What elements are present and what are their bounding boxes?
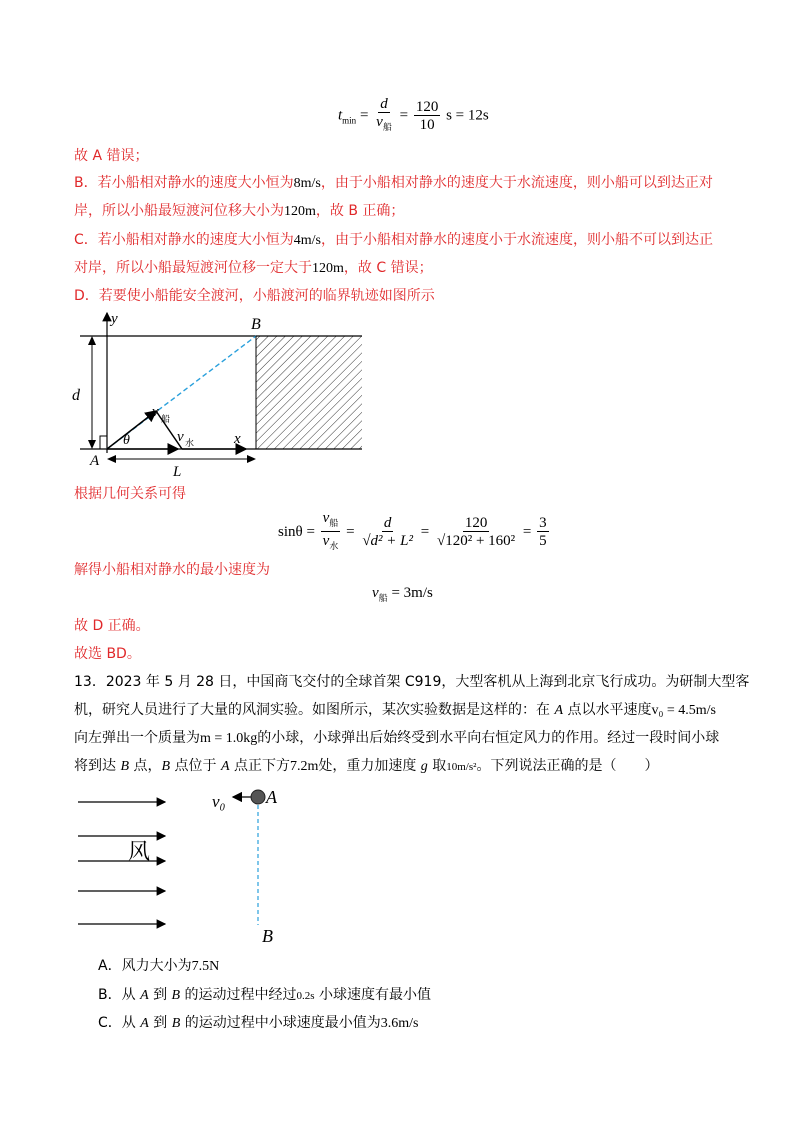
value: m = 1.0kg: [200, 731, 258, 746]
label-theta: θ: [123, 433, 130, 448]
label-d: d: [72, 387, 80, 404]
option-c-analysis-line1: [74, 230, 713, 251]
fraction-d-v: [374, 96, 394, 136]
label-v-water-sub: 水: [185, 438, 195, 448]
v-ship-arrow: [107, 411, 156, 449]
option-b-analysis-line1: [74, 173, 713, 194]
text: B．从: [98, 987, 141, 1003]
label-y: y: [111, 311, 118, 327]
hatched-region: [256, 336, 362, 449]
ball: [251, 790, 265, 804]
text: 到: [148, 987, 172, 1003]
question-13-line4: [74, 756, 658, 777]
value: v₀ = 4.5m/s: [651, 703, 716, 718]
equation-sin-theta: sinθ = $\frac{v_船}{v_水}$ = $\frac{d}{\text{√d² + L²}}$ = $\frac{120}{\text{√120² + 160²}}$ = $\frac{3}{5}$: [278, 510, 551, 555]
text: 到: [148, 1015, 172, 1031]
frac-den-sub: 船: [382, 122, 392, 132]
point-B: B: [120, 759, 130, 774]
frac-num: d: [380, 96, 388, 112]
eq-unit: s: [446, 107, 452, 124]
frac-den: √120² + 160²: [436, 533, 516, 549]
label-v-water: v: [177, 429, 184, 445]
label-A: A: [266, 787, 277, 807]
text: 机，研究人员进行了大量的风洞实验。如图所示，某次实验数据是这样的：在: [74, 702, 555, 718]
frac-den: 10: [419, 116, 435, 133]
solve-line: 解得小船相对静水的最小速度为: [74, 562, 270, 578]
eq-var: t: [338, 107, 343, 124]
v-var: v: [152, 404, 159, 420]
option-c-analysis-line2: [74, 258, 433, 279]
fraction-3-5: [537, 515, 549, 550]
frac-den-sub: 水: [329, 541, 339, 551]
option-a[interactable]: [98, 956, 219, 977]
text: 将到达: [74, 758, 121, 774]
text: ，故 C 错误；: [343, 260, 433, 276]
L-arrow-right: [247, 455, 256, 463]
equation-tmin: $t_{min}$ = $\frac{d}{v_船}$ = $\frac{120}{10}$ s = 12s: [338, 96, 489, 136]
text: 点位于: [170, 758, 221, 774]
var-g: g: [420, 759, 428, 774]
equation-vmin: [372, 585, 433, 604]
value: 7.2m: [289, 759, 319, 774]
text: 的运动过程中经过: [180, 987, 297, 1003]
point-A: A: [140, 988, 149, 1003]
frac-den-var: v: [322, 533, 330, 549]
label-v-ship-sub: 船: [161, 414, 171, 424]
text: 岸，所以小船最短渡河位移大小为: [74, 203, 284, 219]
text: 小球速度有最小值: [314, 987, 432, 1003]
fraction-d-sqrt: [360, 515, 415, 550]
value: 3.6m/s: [380, 1016, 419, 1031]
value: 8m/s: [293, 176, 321, 191]
frac-num: 120: [464, 515, 488, 531]
river-crossing-diagram: [70, 305, 370, 480]
label-B: B: [251, 316, 261, 333]
frac-num: 3: [539, 515, 547, 531]
wind-tunnel-diagram: [70, 785, 290, 950]
fraction-120-sqrt: [435, 515, 517, 550]
label-wind: 风: [128, 839, 151, 864]
value: 7.5N: [191, 959, 220, 974]
text: 点，: [129, 758, 162, 774]
d-correct-line: 故 D 正确。: [74, 618, 150, 634]
value: 0.2s: [296, 990, 315, 1002]
eq-sub: min: [342, 115, 357, 126]
text: ，故 B 正确；: [315, 203, 405, 219]
d-arrow-top: [88, 336, 96, 345]
eq-var: v: [372, 585, 379, 601]
point-A: A: [220, 759, 230, 774]
text: A．风力大小为: [98, 958, 192, 974]
eq-lhs: sinθ =: [278, 523, 315, 540]
geometry-line: 根据几何关系可得: [74, 486, 186, 502]
right-angle-mark: [100, 436, 107, 449]
question-13-line1: 13．2023 年 5 月 28 日，中国商飞交付的全球首架 C919，大型客机从上海到北京飞行成功。为研制大型客: [74, 674, 750, 690]
text: 的小球，小球弹出后始终受到水平向右恒定风力的作用。经过一段时间小球: [257, 730, 720, 746]
value: 4m/s: [293, 233, 322, 248]
label-x: x: [234, 431, 241, 447]
label-v-ship: [152, 404, 159, 420]
frac-den-var: v: [376, 114, 383, 130]
L-arrow-left: [107, 455, 116, 463]
label-L: L: [173, 464, 182, 480]
text: ，由于小船相对静水的速度小于水流速度，则小船不可以到达正: [321, 232, 714, 248]
option-b[interactable]: [98, 985, 431, 1006]
frac-num: 120: [415, 98, 439, 115]
text: 对岸，所以小船最短渡河位移一定大于: [74, 260, 312, 276]
option-b-analysis-line2: [74, 201, 404, 222]
frac-den: √d² + L²: [362, 533, 414, 549]
eq-rhs: = 3m/s: [391, 585, 433, 601]
value: 10m/s²: [446, 761, 477, 773]
text: C．若小船相对静水的速度大小恒为: [74, 232, 294, 248]
point-A: A: [554, 703, 564, 718]
text: 向左弹出一个质量为: [74, 730, 200, 746]
text: C．从: [98, 1015, 141, 1031]
point-B: B: [161, 759, 171, 774]
option-c[interactable]: [98, 1013, 418, 1034]
question-13-line3: [74, 728, 719, 749]
eq-sub: 船: [378, 593, 388, 603]
fraction-120-10: [414, 99, 441, 134]
eq-result: 12s: [467, 107, 489, 124]
value: 120m: [284, 204, 316, 219]
frac-num: d: [383, 515, 392, 531]
a-wrong-line: 故 A 错误；: [74, 148, 149, 164]
d-arrow-bottom: [88, 440, 96, 449]
text: 点正下方: [229, 758, 290, 774]
point-A: A: [140, 1016, 149, 1031]
value: 120m: [312, 261, 344, 276]
label-B: B: [262, 926, 273, 946]
point-B: B: [171, 988, 181, 1003]
text: B．若小船相对静水的速度大小恒为: [74, 175, 294, 191]
question-13-line2: [74, 700, 716, 721]
option-d-analysis-line: D．若要使小船能安全渡河，小船渡河的临界轨迹如图所示: [74, 288, 435, 304]
text: 。下列说法正确的是（ ）: [476, 758, 659, 774]
text: 取: [427, 758, 447, 774]
point-B: B: [171, 1016, 181, 1031]
label-v0: v₀: [212, 792, 226, 811]
text: 处，重力加速度: [318, 758, 421, 774]
choose-line: 故选 BD。: [74, 646, 141, 662]
fraction-v-ratio: [321, 510, 341, 555]
text: 点以水平速度: [563, 702, 652, 718]
text: 的运动过程中小球速度最小值为: [180, 1015, 381, 1031]
label-A: A: [90, 453, 100, 469]
frac-num-sub: 船: [329, 518, 339, 528]
frac-num-var: v: [322, 510, 330, 526]
frac-den: 5: [539, 533, 547, 549]
text: ，由于小船相对静水的速度大于水流速度，则小船可以到达正对: [320, 175, 713, 191]
